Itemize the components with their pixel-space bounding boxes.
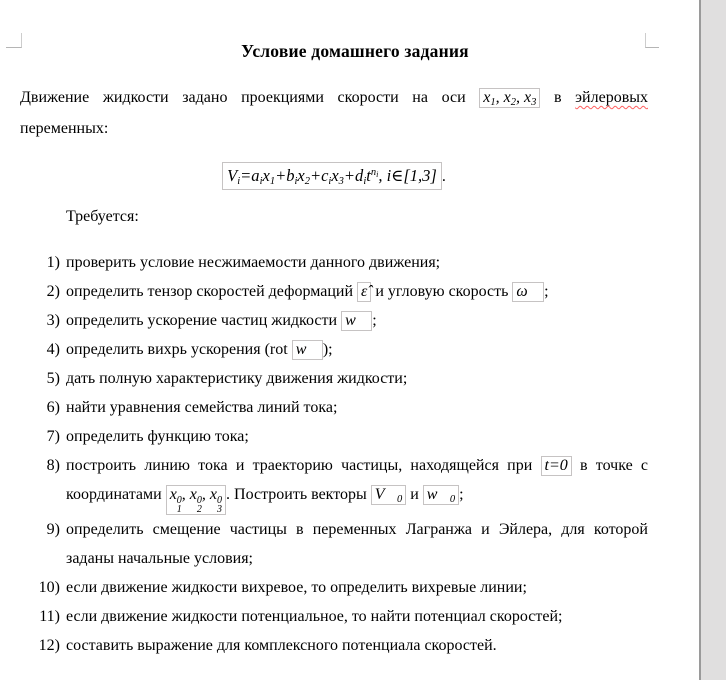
page-title: Условие домашнего задания xyxy=(241,41,469,61)
task-number: 12) xyxy=(38,637,60,654)
task-number: 8) xyxy=(46,457,60,474)
equation-field[interactable]: t=0 xyxy=(541,456,572,476)
task-number: 2) xyxy=(46,283,60,300)
task-text xyxy=(66,451,648,515)
equation-field[interactable]: w⃗ xyxy=(292,340,323,360)
text-run: ); xyxy=(322,341,333,358)
text-run: ; xyxy=(544,283,549,300)
task-number: 1) xyxy=(46,254,60,271)
task-number: 6) xyxy=(46,399,60,416)
task-number: 11) xyxy=(39,608,60,625)
task-number: 4) xyxy=(46,341,60,358)
task-item xyxy=(20,393,648,422)
task-item xyxy=(20,277,648,306)
task-list xyxy=(20,248,648,660)
equation-field[interactable]: $w⃗_0$ xyxy=(423,485,459,505)
task-text xyxy=(66,277,648,306)
text-run: определить тензор скоростей деформаций xyxy=(66,283,357,300)
task-text xyxy=(66,515,648,573)
text-run: в xyxy=(540,89,576,106)
task-text xyxy=(66,393,648,422)
task-text xyxy=(66,631,648,660)
text-run: определить вихрь ускорения (rot xyxy=(66,341,292,358)
equation-field[interactable]: w⃗ xyxy=(341,311,372,331)
task-item xyxy=(20,248,648,277)
text-run: проверить условие несжимаемости данного движения; xyxy=(66,254,441,271)
text-run: составить выражение для комплексного потенциала скоростей. xyxy=(66,637,497,654)
task-text xyxy=(66,335,648,364)
intro-line-2: переменных: xyxy=(20,120,109,137)
equation-field[interactable]: $x_1$, $x_2$, $x_3$ xyxy=(479,88,540,108)
intro-paragraph xyxy=(20,82,648,144)
task-text xyxy=(66,248,648,277)
text-run: если движение жидкости вихревое, то определить вихревые линии; xyxy=(66,579,527,596)
task-item xyxy=(20,451,648,515)
task-item xyxy=(20,364,648,393)
task-text xyxy=(66,306,648,335)
equation-suffix: . xyxy=(441,168,446,185)
document-content xyxy=(20,0,648,660)
task-number: 7) xyxy=(46,428,60,445)
text-run: в точке с координатами xyxy=(66,457,649,503)
misspelled-word: эйлеровых xyxy=(575,89,648,106)
main-equation-field[interactable] xyxy=(222,162,442,190)
task-text xyxy=(66,364,648,393)
text-run: Движение жидкости задано проекциями скорости на оси xyxy=(20,89,480,106)
task-number: 3) xyxy=(46,312,60,329)
task-item xyxy=(20,515,648,573)
equation-row xyxy=(20,162,648,190)
equation-field[interactable]: $V⃗_0$ xyxy=(371,485,406,505)
text-run: определить смещение частицы в переменных Лагранжа и Эйлера, для которой заданы начальные условия; xyxy=(66,521,648,567)
text-run: ; xyxy=(459,486,464,503)
task-item xyxy=(20,335,648,364)
equation-field[interactable]: ω⃗ xyxy=(512,282,544,302)
text-run: . Построить векторы xyxy=(226,486,371,503)
equation-body: $V_i=a_ix_1+b_ix_2+c_ix_3+d_it^{n_i}$, i∈[1,3] xyxy=(227,166,437,187)
task-item xyxy=(20,573,648,602)
task-number: 5) xyxy=(46,370,60,387)
task-text xyxy=(66,422,648,451)
text-run: определить ускорение частиц жидкости xyxy=(66,312,342,329)
text-run: ; xyxy=(372,312,377,329)
scrollbar-track[interactable] xyxy=(701,0,726,680)
intro-line-1 xyxy=(20,82,648,113)
task-number: 10) xyxy=(38,579,60,596)
task-item xyxy=(20,422,648,451)
text-run: и xyxy=(406,486,423,503)
task-number: 9) xyxy=(46,521,60,538)
text-run: дать полную характеристику движения жидкости; xyxy=(66,370,408,387)
task-text xyxy=(66,573,648,602)
text-run: если движение жидкости потенциальное, то найти потенциал скоростей; xyxy=(66,608,563,625)
requires-label: Требуется: xyxy=(66,208,139,225)
task-text xyxy=(66,602,648,631)
text-run: определить функцию тока; xyxy=(66,428,249,445)
task-item xyxy=(20,631,648,660)
text-run: построить линию тока и траекторию частицы, находящейся при xyxy=(66,457,541,474)
task-item xyxy=(20,306,648,335)
text-run: найти уравнения семейства линий тока; xyxy=(66,399,338,416)
task-item xyxy=(20,602,648,631)
equation-field[interactable]: ε̂ xyxy=(357,282,371,302)
text-run: и угловую скорость xyxy=(371,283,513,300)
equation-field[interactable]: x 0 1 , x 0 2 , x 0 3 xyxy=(166,485,226,515)
